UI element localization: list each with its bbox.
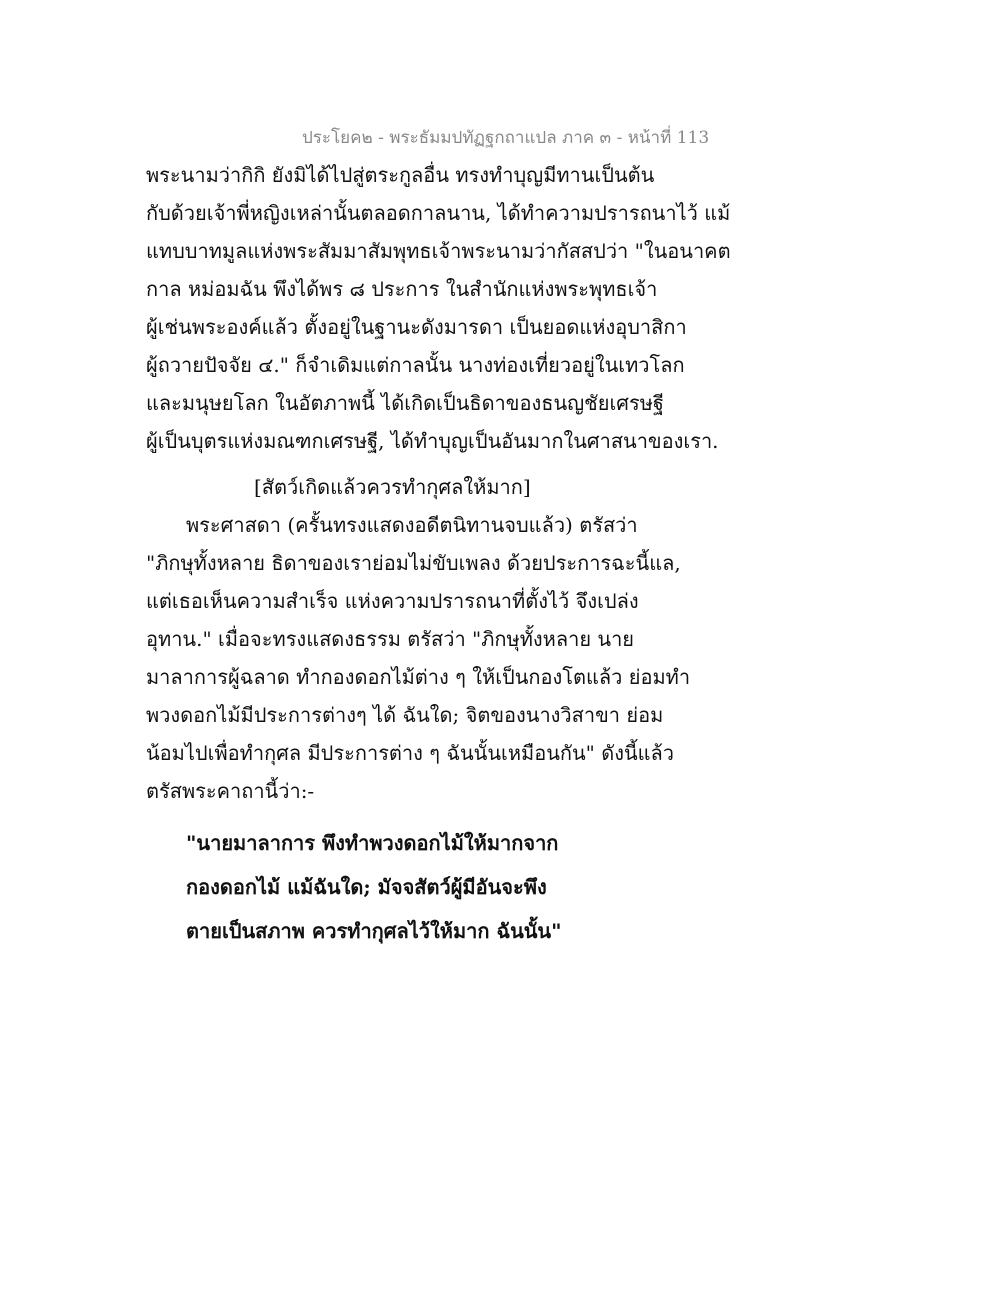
text-line: กาล หม่อมฉัน พึงได้พร ๘ ประการ ในสำนักแห่งพระพุทธเจ้า [146, 277, 658, 301]
text-line: และมนุษยโลก ในอัตภาพนี้ ได้เกิดเป็นธิดาของธนญชัยเศรษฐี [146, 391, 664, 415]
text-line: ตรัสพระคาถานี้ว่า:- [146, 779, 315, 803]
text-line: แทบบาทมูลแห่งพระสัมมาสัมพุทธเจ้าพระนามว่ากัสสปว่า "ในอนาคต [146, 239, 731, 263]
text-line: กับด้วยเจ้าพี่หญิงเหล่านั้นตลอดกาลนาน, ได้ทำความปรารถนาไว้ แม้ [146, 201, 731, 225]
text-line: แต่เธอเห็นความสำเร็จ แห่งความปรารถนาที่ตั้งไว้ จึงเปล่ง [146, 589, 639, 613]
text-line: พวงดอกไม้มีประการต่างๆ ได้ ฉันใด; จิตของนางวิสาขา ย่อม [146, 703, 664, 727]
verse-line: "นายมาลาการ พึงทำพวงดอกไม้ให้มากจาก [186, 831, 559, 855]
text-line: ผู้เป็นบุตรแห่งมณฑกเศรษฐี, ได้ทำบุญเป็นอันมากในศาสนาของเรา. [146, 429, 719, 453]
section-heading: [สัตว์เกิดแล้วควรทำกุศลให้มาก] [254, 475, 531, 499]
page-header: ประโยค๒ - พระธัมมปทัฏฐกถาแปล ภาค ๓ - หน้าที่ 113 [302, 128, 710, 148]
text-line: น้อมไปเพื่อทำกุศล มีประการต่าง ๆ ฉันนั้นเหมือนกัน" ดังนี้แล้ว [146, 741, 675, 765]
text-line: พระศาสดา (ครั้นทรงแสดงอดีตนิทานจบแล้ว) ตรัสว่า [186, 513, 638, 537]
text-line: ผู้เช่นพระองค์แล้ว ตั้งอยู่ในฐานะดังมารดา เป็นยอดแห่งอุบาสิกา [146, 315, 687, 339]
text-line: มาลาการผู้ฉลาด ทำกองดอกไม้ต่าง ๆ ให้เป็นกองโตแล้ว ย่อมทำ [146, 665, 691, 689]
text-line: ผู้ถวายปัจจัย ๔." ก็จำเดิมแต่กาลนั้น นางท่องเที่ยวอยู่ในเทวโลก [146, 353, 685, 377]
text-line: พระนามว่ากิกิ ยังมิได้ไปสู่ตระกูลอื่น ทรงทำบุญมีทานเป็นต้น [146, 163, 655, 187]
text-line: "ภิกษุทั้งหลาย ธิดาของเราย่อมไม่ขับเพลง ด้วยประการฉะนี้แล, [146, 551, 681, 575]
verse-line: ตายเป็นสภาพ ควรทำกุศลไว้ให้มาก ฉันนั้น" [186, 919, 562, 943]
verse-line: กองดอกไม้ แม้ฉันใด; มัจจสัตว์ผู้มีอันจะพึง [186, 875, 547, 899]
text-line: อุทาน." เมื่อจะทรงแสดงธรรม ตรัสว่า "ภิกษุทั้งหลาย นาย [146, 627, 635, 651]
